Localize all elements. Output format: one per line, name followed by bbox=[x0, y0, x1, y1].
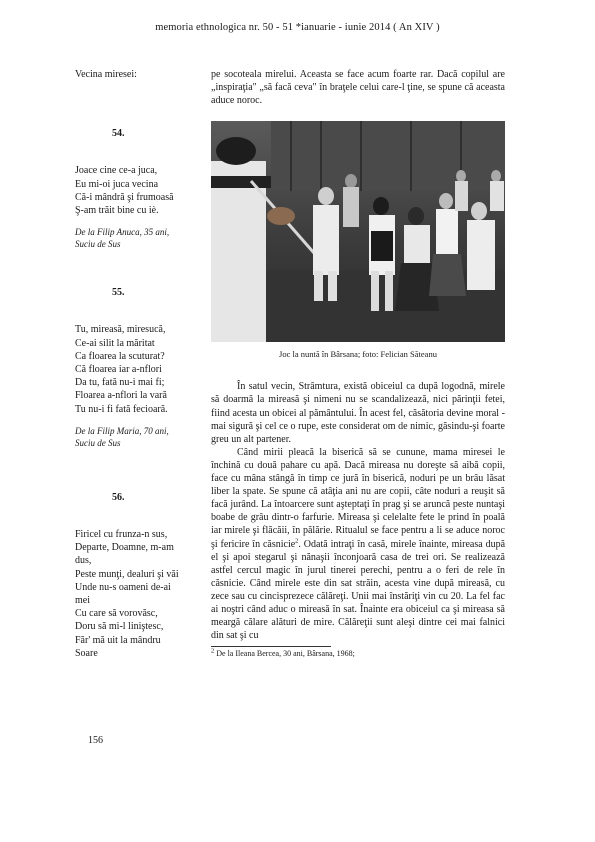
poem-line: Făr' mă uit la mândru bbox=[75, 634, 161, 646]
poem-line: Tu, mireasă, miresucă, bbox=[75, 324, 166, 336]
photo-caption: Joc la nuntă în Bârsana; foto: Felician Săteanu bbox=[279, 349, 437, 360]
body-paragraph bbox=[211, 446, 505, 642]
poem-line: Eu mi-oi juca vecina bbox=[75, 178, 159, 190]
poem-56 bbox=[75, 528, 205, 660]
poem-line: mei bbox=[75, 595, 90, 607]
footnote bbox=[211, 649, 505, 659]
poem-line: Peste munţi, dealuri şi văi bbox=[75, 568, 179, 580]
running-header: memoria ethnologica nr. 50 - 51 *ianuarie - iunie 2014 ( An XIV ) bbox=[155, 22, 440, 33]
left-column bbox=[75, 68, 205, 660]
poem-line: Doru să mi-l liniştesc, bbox=[75, 621, 164, 633]
body-paragraph: În satul vecin, Strâmtura, există obiceiul ca după logodnă, mirele să doarmă la mireasă şi nimeni nu se scandalizează, nici părinţii fetei, fiind acesta un obicei al pământului. În acest fel, căsătoria devine moral - mai sigură şi cel ce o rupe, este considerat om de nimic, găsindu-şi foarte greu un alt partener. bbox=[211, 381, 505, 445]
poem-line: Departe, Doamne, m-am bbox=[75, 542, 174, 554]
source-line: De la Filip Anuca, 35 ani, bbox=[75, 227, 170, 238]
poem-line: Firicel cu frunza-n sus, bbox=[75, 529, 168, 541]
poem-line: Cu care să vorovăsc, bbox=[75, 608, 158, 620]
poem-number: 54. bbox=[112, 128, 125, 140]
wedding-dance-photo bbox=[211, 121, 505, 342]
source-line: De la Filip Maria, 70 ani, bbox=[75, 425, 169, 436]
section-label: Vecina miresei: bbox=[75, 69, 137, 80]
poem-line: dus, bbox=[75, 555, 92, 567]
poem-line: Ce-ai silit la măritat bbox=[75, 337, 155, 349]
footnote-rule bbox=[211, 646, 331, 647]
poem-line: Tu nu-i fi fată fecioară. bbox=[75, 403, 168, 415]
paragraph-text: Când mirii pleacă la biserică să se cunune, mama miresei le închină cu două pahare cu apă. Dacă mireasa nu doreşte să aibă copii, face cu mâna stângă în timp ce jură în biserică, noduri pe un brâu lăsat liber la spate. Se spune că atâţia ani nu are copii, câte noduri a reuşit să facă jurând. La întoarcere sunt aşteptaţi în prag şi se aruncă peste nuntaşi boabe de grâu dintr-o farfurie. Mireasa şi celelalte fete le prind în poală iar mirele şi flăcăii, în pălărie. Ritualul se face pentru a li se aduce noroc şi fericire în căsnicie bbox=[211, 446, 505, 550]
poem-source bbox=[75, 226, 205, 250]
page-number: 156 bbox=[88, 735, 103, 746]
poem-line: Ş-am trăit bine cu iè. bbox=[75, 205, 159, 217]
poem-line: Floarea a-nflori la vară bbox=[75, 390, 167, 402]
source-line: Suciu de Sus bbox=[75, 437, 121, 448]
poem-line: Că-i mândră şi frumoasă bbox=[75, 191, 174, 203]
poem-54 bbox=[75, 164, 205, 217]
footnote-mark: 2 bbox=[211, 647, 215, 655]
poem-number: 55. bbox=[112, 287, 125, 299]
poem-line: Joace cine ce-a juca, bbox=[75, 165, 158, 177]
poem-line: Unde nu-s oameni de-ai bbox=[75, 581, 171, 593]
poem-line: Da tu, fată nu-i mai fi; bbox=[75, 377, 165, 389]
footnote-text: De la Ileana Bercea, 30 ani, Bârsana, 1968; bbox=[216, 649, 355, 659]
poem-line: Soare bbox=[75, 647, 98, 659]
poem-55 bbox=[75, 323, 205, 415]
poem-line: Ca floarea la scuturat? bbox=[75, 350, 165, 362]
source-line: Suciu de Sus bbox=[75, 239, 121, 250]
right-column bbox=[211, 68, 505, 659]
poem-line: Că floarea iar a-nflori bbox=[75, 364, 162, 376]
intro-paragraph: pe socoteala mirelui. Aceasta se face acum foarte rar. Dacă copilul are „inspiraţia" „să facă ceva" în braţele celui care-l ţine, se spune că aceasta aduce noroc. bbox=[211, 69, 505, 107]
poem-number: 56. bbox=[112, 491, 125, 503]
paragraph-text: . Odată intraţi în casă, mirele înainte, mireasa după el şi apoi stegarul şi nănaşii înconjoară casa de trei ori. Se realizează astfel cercul magic în jurul tinerei perechi, pentru a o feri de rele în căsnicie. Când mirele este din sat străin, acesta vine după mireasă, cu zece sau cu cincisprezece călăreţi. Unii mai înstăriţi vin cu 20. La fel fac ai noştri când aduc o mireasă în sat. Înainte era obiceiul ca şi mireasa să meargă călare alături de mire. Călăreţii sunt aleşi dintre cei mai falnici din sat şi cu bbox=[211, 538, 506, 642]
poem-source bbox=[75, 425, 205, 449]
footnote-reference: 2 bbox=[295, 537, 299, 545]
